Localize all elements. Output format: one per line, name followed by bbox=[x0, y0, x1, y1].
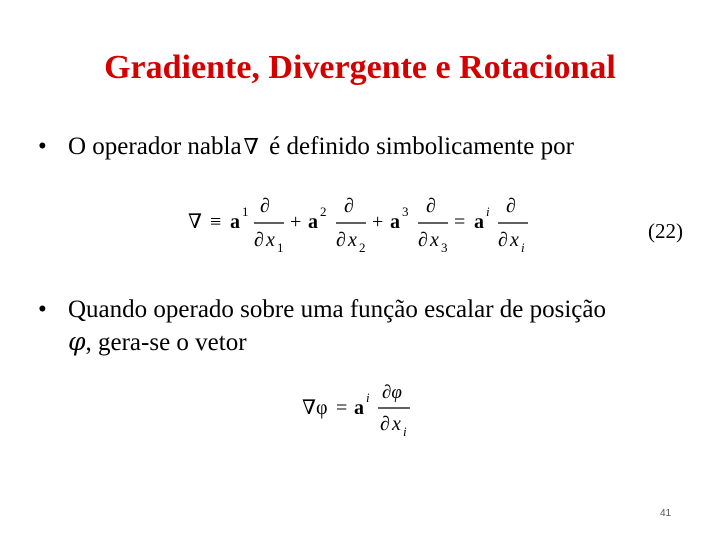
eq1-a-bold: a bbox=[474, 211, 484, 233]
eq1-superscript: 2 bbox=[320, 204, 327, 219]
eq1-x-variable: x bbox=[510, 229, 519, 251]
bullet-text bbox=[38, 131, 574, 164]
equation-gradient-phi bbox=[298, 378, 428, 440]
equation-number: (22) bbox=[648, 219, 683, 243]
eq1-partial-numerator: ∂ bbox=[426, 195, 436, 217]
nabla-symbol: ∇ bbox=[243, 135, 259, 160]
eq1-partial-denominator: ∂ bbox=[498, 229, 508, 251]
eq1-subscript: 1 bbox=[277, 240, 284, 255]
slide-title: Gradiente, Divergente e Rotacional bbox=[104, 49, 616, 86]
eq1-subscript: 2 bbox=[359, 240, 366, 255]
bullet-dot: • bbox=[38, 133, 47, 160]
eq1-superscript: 1 bbox=[242, 204, 249, 219]
page-number: 41 bbox=[660, 508, 672, 519]
bullet2-line1: Quando operado sobre uma função escalar de posição bbox=[68, 296, 606, 323]
eq1-partial-numerator: ∂ bbox=[344, 195, 354, 217]
bullet-item-phi bbox=[38, 294, 688, 359]
bullet-item-nabla bbox=[38, 131, 574, 164]
eq1-plus: + bbox=[290, 211, 302, 233]
bullet1-text-before: O operador nabla bbox=[68, 133, 242, 160]
eq1-a-bold: a bbox=[308, 211, 318, 233]
eq1-equals: = bbox=[454, 211, 466, 233]
eq1-partial-numerator: ∂ bbox=[506, 195, 516, 217]
eq1-equiv-sign: ≡ bbox=[210, 211, 222, 233]
phi-symbol: φ bbox=[68, 327, 86, 356]
eq1-a-bold: a bbox=[230, 211, 240, 233]
bullet2-line2-rest: , gera-se o vetor bbox=[85, 329, 247, 356]
eq2-equals: = bbox=[336, 397, 348, 419]
bullet-text bbox=[38, 294, 688, 359]
eq1-superscript-i: i bbox=[486, 204, 490, 219]
eq1-partial-denominator: ∂ bbox=[336, 229, 346, 251]
eq1-plus: + bbox=[372, 211, 384, 233]
eq2-lhs: ∇φ bbox=[302, 397, 328, 419]
eq1-x-variable: x bbox=[430, 229, 439, 251]
bullet-dot: • bbox=[38, 296, 47, 323]
eq2-superscript-i: i bbox=[366, 390, 370, 405]
eq2-partial-denominator: ∂ bbox=[380, 413, 390, 435]
eq1-subscript-i: i bbox=[521, 240, 525, 255]
eq1-x-variable: x bbox=[348, 229, 357, 251]
eq1-x-variable: x bbox=[266, 229, 275, 251]
equation-nabla-definition bbox=[186, 190, 536, 260]
eq1-superscript: 3 bbox=[402, 204, 409, 219]
eq1-subscript: 3 bbox=[441, 240, 448, 255]
eq2-x-variable: x bbox=[392, 413, 401, 435]
eq1-lhs-nabla: ∇ bbox=[188, 211, 202, 233]
bullet1-text-after: é definido simbolicamente por bbox=[269, 133, 574, 160]
eq1-partial-numerator: ∂ bbox=[260, 195, 270, 217]
eq2-subscript-i: i bbox=[403, 424, 407, 439]
eq2-a-bold: a bbox=[354, 397, 364, 419]
eq1-a-bold: a bbox=[390, 211, 400, 233]
eq2-numerator: ∂φ bbox=[382, 382, 402, 403]
eq1-partial-denominator: ∂ bbox=[254, 229, 264, 251]
eq1-partial-denominator: ∂ bbox=[418, 229, 428, 251]
